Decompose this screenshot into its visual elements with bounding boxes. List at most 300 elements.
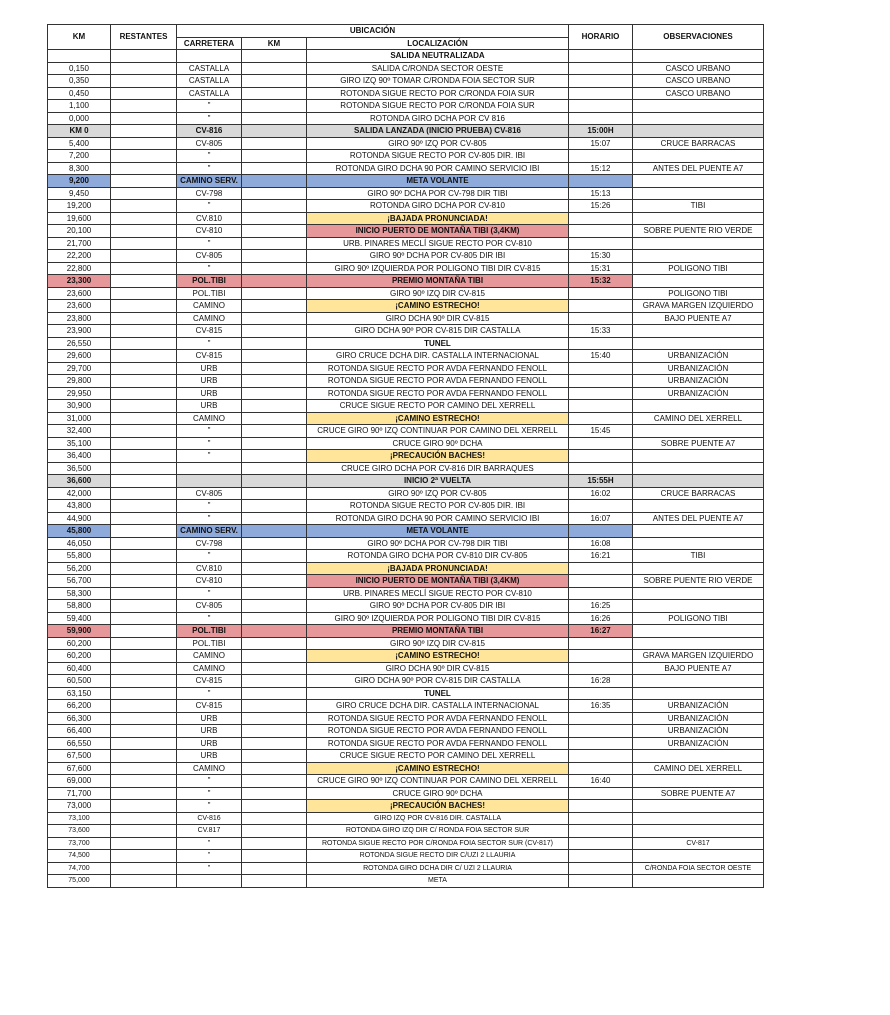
carretera-cell: CV-805 bbox=[177, 600, 242, 613]
horario-cell bbox=[569, 800, 633, 813]
carretera-cell: URB bbox=[177, 712, 242, 725]
horario-cell: 15:30 bbox=[569, 250, 633, 263]
km-sub-cell bbox=[242, 875, 307, 888]
observaciones-cell bbox=[633, 150, 764, 163]
carretera-cell: CV-815 bbox=[177, 350, 242, 363]
horario-cell bbox=[569, 375, 633, 388]
km-sub-cell bbox=[242, 587, 307, 600]
km-cell: 66,400 bbox=[48, 725, 111, 738]
horario-cell bbox=[569, 50, 633, 63]
km-cell: 66,550 bbox=[48, 737, 111, 750]
km-cell: 58,800 bbox=[48, 600, 111, 613]
localizacion-cell: META VOLANTE bbox=[307, 175, 569, 188]
observaciones-cell bbox=[633, 475, 764, 488]
horario-cell bbox=[569, 650, 633, 663]
localizacion-cell: ¡PRECAUCIÓN BACHES! bbox=[307, 450, 569, 463]
header-restantes: RESTANTES bbox=[111, 25, 177, 50]
table-row bbox=[48, 362, 764, 375]
km-cell: 63,150 bbox=[48, 687, 111, 700]
horario-cell bbox=[569, 850, 633, 863]
km-cell: 9,200 bbox=[48, 175, 111, 188]
restantes-cell bbox=[111, 637, 177, 650]
km-cell: 56,200 bbox=[48, 562, 111, 575]
horario-cell bbox=[569, 750, 633, 763]
restantes-cell bbox=[111, 525, 177, 538]
localizacion-cell: ROTONDA SIGUE RECTO POR C/RONDA FOIA SECTOR SUR (CV-817) bbox=[307, 837, 569, 850]
km-cell: 60,500 bbox=[48, 675, 111, 688]
horario-cell bbox=[569, 112, 633, 125]
localizacion-cell: SALIDA C/RONDA SECTOR OESTE bbox=[307, 62, 569, 75]
restantes-cell bbox=[111, 487, 177, 500]
km-cell: 22,200 bbox=[48, 250, 111, 263]
restantes-cell bbox=[111, 187, 177, 200]
localizacion-cell: META VOLANTE bbox=[307, 525, 569, 538]
localizacion-cell: ¡CAMINO ESTRECHO! bbox=[307, 300, 569, 313]
restantes-cell bbox=[111, 375, 177, 388]
table-row bbox=[48, 125, 764, 138]
km-cell: 60,200 bbox=[48, 637, 111, 650]
km-sub-cell bbox=[242, 475, 307, 488]
km-cell: 75,000 bbox=[48, 875, 111, 888]
carretera-cell: " bbox=[177, 550, 242, 563]
localizacion-cell: ROTONDA SIGUE RECTO POR CV-805 DIR. IBI bbox=[307, 150, 569, 163]
km-sub-cell bbox=[242, 487, 307, 500]
observaciones-cell: POLIGONO TIBI bbox=[633, 612, 764, 625]
table-row bbox=[48, 475, 764, 488]
table-row bbox=[48, 387, 764, 400]
carretera-cell: URB bbox=[177, 387, 242, 400]
carretera-cell: " bbox=[177, 100, 242, 113]
observaciones-cell: ANTES DEL PUENTE A7 bbox=[633, 162, 764, 175]
km-sub-cell bbox=[242, 425, 307, 438]
carretera-cell: POL.TIBI bbox=[177, 287, 242, 300]
horario-cell bbox=[569, 362, 633, 375]
restantes-cell bbox=[111, 462, 177, 475]
km-sub-cell bbox=[242, 812, 307, 825]
carretera-cell: POL.TIBI bbox=[177, 275, 242, 288]
observaciones-cell bbox=[633, 537, 764, 550]
km-cell: 43,800 bbox=[48, 500, 111, 513]
km-cell: 29,600 bbox=[48, 350, 111, 363]
restantes-cell bbox=[111, 225, 177, 238]
localizacion-cell: ROTONDA GIRO DCHA 90 POR CAMINO SERVICIO IBI bbox=[307, 162, 569, 175]
table-row bbox=[48, 875, 764, 888]
localizacion-cell: ¡PRECAUCIÓN BACHES! bbox=[307, 800, 569, 813]
horario-cell: 16:08 bbox=[569, 537, 633, 550]
km-cell: 0,150 bbox=[48, 62, 111, 75]
observaciones-cell bbox=[633, 687, 764, 700]
observaciones-cell bbox=[633, 750, 764, 763]
horario-cell: 16:02 bbox=[569, 487, 633, 500]
km-cell: 60,400 bbox=[48, 662, 111, 675]
table-row bbox=[48, 425, 764, 438]
km-sub-cell bbox=[242, 675, 307, 688]
table-row bbox=[48, 862, 764, 875]
header-observaciones: OBSERVACIONES bbox=[633, 25, 764, 50]
restantes-cell bbox=[111, 150, 177, 163]
localizacion-cell: CRUCE GIRO DCHA POR CV-816 DIR BARRAQUES bbox=[307, 462, 569, 475]
km-cell: KM 0 bbox=[48, 125, 111, 138]
horario-cell: 15:33 bbox=[569, 325, 633, 338]
localizacion-cell: GIRO 90º IZQ POR CV-805 bbox=[307, 487, 569, 500]
km-sub-cell bbox=[242, 575, 307, 588]
observaciones-cell bbox=[633, 850, 764, 863]
table-row bbox=[48, 150, 764, 163]
localizacion-cell: ROTONDA GIRO DCHA POR CV-810 DIR CV-805 bbox=[307, 550, 569, 563]
restantes-cell bbox=[111, 762, 177, 775]
km-cell: 19,200 bbox=[48, 200, 111, 213]
observaciones-cell: URBANIZACIÓN bbox=[633, 737, 764, 750]
carretera-cell: CV-798 bbox=[177, 537, 242, 550]
observaciones-cell bbox=[633, 425, 764, 438]
horario-cell bbox=[569, 100, 633, 113]
km-cell: 31,000 bbox=[48, 412, 111, 425]
restantes-cell bbox=[111, 812, 177, 825]
observaciones-cell bbox=[633, 400, 764, 413]
restantes-cell bbox=[111, 87, 177, 100]
table-row bbox=[48, 687, 764, 700]
horario-cell bbox=[569, 787, 633, 800]
horario-cell: 16:26 bbox=[569, 612, 633, 625]
km-cell: 19,600 bbox=[48, 212, 111, 225]
restantes-cell bbox=[111, 212, 177, 225]
table-row bbox=[48, 250, 764, 263]
observaciones-cell bbox=[633, 175, 764, 188]
localizacion-cell: PREMIO MONTAÑA TIBI bbox=[307, 275, 569, 288]
horario-cell: 15:26 bbox=[569, 200, 633, 213]
observaciones-cell: CRUCE BARRACAS bbox=[633, 137, 764, 150]
localizacion-cell: INICIO PUERTO DE MONTAÑA TIBI (3,4KM) bbox=[307, 225, 569, 238]
km-sub-cell bbox=[242, 687, 307, 700]
km-cell: 23,800 bbox=[48, 312, 111, 325]
observaciones-cell: SOBRE PUENTE RIO VERDE bbox=[633, 225, 764, 238]
km-sub-cell bbox=[242, 400, 307, 413]
restantes-cell bbox=[111, 337, 177, 350]
table-row bbox=[48, 737, 764, 750]
km-cell: 66,200 bbox=[48, 700, 111, 713]
km-cell: 36,500 bbox=[48, 462, 111, 475]
localizacion-cell: INICIO 2ª VUELTA bbox=[307, 475, 569, 488]
horario-cell bbox=[569, 812, 633, 825]
restantes-cell bbox=[111, 612, 177, 625]
restantes-cell bbox=[111, 275, 177, 288]
table-row bbox=[48, 562, 764, 575]
carretera-cell: " bbox=[177, 787, 242, 800]
km-sub-cell bbox=[242, 250, 307, 263]
localizacion-cell: ROTONDA SIGUE RECTO POR C/RONDA FOIA SUR bbox=[307, 87, 569, 100]
localizacion-cell: GIRO 90º IZQ POR CV-805 bbox=[307, 137, 569, 150]
restantes-cell bbox=[111, 625, 177, 638]
observaciones-cell bbox=[633, 462, 764, 475]
table-row bbox=[48, 200, 764, 213]
localizacion-cell: CRUCE GIRO 90º IZQ CONTINUAR POR CAMINO DEL XERRELL bbox=[307, 775, 569, 788]
restantes-cell bbox=[111, 700, 177, 713]
restantes-cell bbox=[111, 675, 177, 688]
table-row bbox=[48, 100, 764, 113]
table-row bbox=[48, 412, 764, 425]
table-row bbox=[48, 400, 764, 413]
table-row bbox=[48, 575, 764, 588]
carretera-cell: CV-805 bbox=[177, 487, 242, 500]
restantes-cell bbox=[111, 650, 177, 663]
observaciones-cell bbox=[633, 587, 764, 600]
observaciones-cell bbox=[633, 875, 764, 888]
restantes-cell bbox=[111, 250, 177, 263]
km-cell: 66,300 bbox=[48, 712, 111, 725]
carretera-cell: CAMINO bbox=[177, 762, 242, 775]
km-sub-cell bbox=[242, 712, 307, 725]
carretera-cell: CV-805 bbox=[177, 137, 242, 150]
table-row bbox=[48, 675, 764, 688]
observaciones-cell bbox=[633, 212, 764, 225]
km-sub-cell bbox=[242, 725, 307, 738]
localizacion-cell: CRUCE GIRO 90º DCHA bbox=[307, 787, 569, 800]
observaciones-cell: TIBI bbox=[633, 550, 764, 563]
localizacion-cell: TUNEL bbox=[307, 337, 569, 350]
km-sub-cell bbox=[242, 75, 307, 88]
observaciones-cell bbox=[633, 450, 764, 463]
restantes-cell bbox=[111, 875, 177, 888]
horario-cell: 16:21 bbox=[569, 550, 633, 563]
table-row bbox=[48, 762, 764, 775]
carretera-cell: " bbox=[177, 850, 242, 863]
table-row bbox=[48, 625, 764, 638]
localizacion-cell: ROTONDA SIGUE RECTO POR AVDA FERNANDO FENOLL bbox=[307, 737, 569, 750]
localizacion-cell: ROTONDA SIGUE RECTO POR AVDA FERNANDO FENOLL bbox=[307, 725, 569, 738]
km-cell: 23,600 bbox=[48, 300, 111, 313]
table-row bbox=[48, 662, 764, 675]
table-row bbox=[48, 237, 764, 250]
restantes-cell bbox=[111, 162, 177, 175]
localizacion-cell: ¡CAMINO ESTRECHO! bbox=[307, 412, 569, 425]
observaciones-cell: URBANIZACIÓN bbox=[633, 712, 764, 725]
restantes-cell bbox=[111, 300, 177, 313]
observaciones-cell: SOBRE PUENTE A7 bbox=[633, 437, 764, 450]
horario-cell bbox=[569, 237, 633, 250]
km-cell: 74,500 bbox=[48, 850, 111, 863]
carretera-cell: " bbox=[177, 425, 242, 438]
horario-cell: 16:28 bbox=[569, 675, 633, 688]
observaciones-cell: CASCO URBANO bbox=[633, 87, 764, 100]
carretera-cell: CAMINO bbox=[177, 312, 242, 325]
km-sub-cell bbox=[242, 100, 307, 113]
km-cell: 67,500 bbox=[48, 750, 111, 763]
header-localizacion: LOCALIZACIÓN bbox=[307, 37, 569, 50]
table-row bbox=[48, 600, 764, 613]
localizacion-cell: GIRO 90º DCHA POR CV-798 DIR TIBI bbox=[307, 537, 569, 550]
restantes-cell bbox=[111, 125, 177, 138]
table-row bbox=[48, 587, 764, 600]
km-sub-cell bbox=[242, 275, 307, 288]
table-row bbox=[48, 500, 764, 513]
km-cell: 71,700 bbox=[48, 787, 111, 800]
horario-cell bbox=[569, 462, 633, 475]
restantes-cell bbox=[111, 500, 177, 513]
km-sub-cell bbox=[242, 362, 307, 375]
km-sub-cell bbox=[242, 125, 307, 138]
restantes-cell bbox=[111, 362, 177, 375]
carretera-cell: " bbox=[177, 450, 242, 463]
observaciones-cell: CRUCE BARRACAS bbox=[633, 487, 764, 500]
localizacion-cell: TUNEL bbox=[307, 687, 569, 700]
table-row bbox=[48, 700, 764, 713]
carretera-cell bbox=[177, 475, 242, 488]
horario-cell bbox=[569, 637, 633, 650]
km-cell: 44,900 bbox=[48, 512, 111, 525]
carretera-cell: CV.810 bbox=[177, 212, 242, 225]
localizacion-cell: GIRO CRUCE DCHA DIR. CASTALLA INTERNACIONAL bbox=[307, 350, 569, 363]
restantes-cell bbox=[111, 825, 177, 838]
restantes-cell bbox=[111, 412, 177, 425]
carretera-cell: " bbox=[177, 687, 242, 700]
restantes-cell bbox=[111, 787, 177, 800]
horario-cell: 15:32 bbox=[569, 275, 633, 288]
km-cell: 60,200 bbox=[48, 650, 111, 663]
localizacion-cell: ROTONDA GIRO IZQ DIR C/ RONDA FOIA SECTOR SUR bbox=[307, 825, 569, 838]
table-row bbox=[48, 162, 764, 175]
km-sub-cell bbox=[242, 312, 307, 325]
km-cell: 29,800 bbox=[48, 375, 111, 388]
horario-cell bbox=[569, 412, 633, 425]
km-cell: 7,200 bbox=[48, 150, 111, 163]
observaciones-cell: C/RONDA FOIA SECTOR OESTE bbox=[633, 862, 764, 875]
restantes-cell bbox=[111, 325, 177, 338]
observaciones-cell: CAMINO DEL XERRELL bbox=[633, 762, 764, 775]
restantes-cell bbox=[111, 512, 177, 525]
horario-cell: 15:12 bbox=[569, 162, 633, 175]
km-cell: 22,800 bbox=[48, 262, 111, 275]
localizacion-cell: ROTONDA SIGUE RECTO DIR C/UZI 2 LLAURIA bbox=[307, 850, 569, 863]
horario-cell: 16:35 bbox=[569, 700, 633, 713]
table-row bbox=[48, 212, 764, 225]
localizacion-cell: SALIDA NEUTRALIZADA bbox=[307, 50, 569, 63]
horario-cell bbox=[569, 387, 633, 400]
header-horario: HORARIO bbox=[569, 25, 633, 50]
carretera-cell: " bbox=[177, 112, 242, 125]
horario-cell: 15:40 bbox=[569, 350, 633, 363]
horario-cell: 15:45 bbox=[569, 425, 633, 438]
km-sub-cell bbox=[242, 212, 307, 225]
localizacion-cell: URB. PINARES MECLÍ SIGUE RECTO POR CV-810 bbox=[307, 587, 569, 600]
observaciones-cell: POLIGONO TIBI bbox=[633, 262, 764, 275]
carretera-cell: POL.TIBI bbox=[177, 625, 242, 638]
horario-cell bbox=[569, 300, 633, 313]
horario-cell: 15:55H bbox=[569, 475, 633, 488]
route-table bbox=[47, 24, 764, 888]
table-row bbox=[48, 75, 764, 88]
observaciones-cell bbox=[633, 325, 764, 338]
localizacion-cell: URB. PINARES MECLÍ SIGUE RECTO POR CV-810 bbox=[307, 237, 569, 250]
table-row bbox=[48, 850, 764, 863]
km-sub-cell bbox=[242, 650, 307, 663]
carretera-cell: " bbox=[177, 237, 242, 250]
horario-cell bbox=[569, 725, 633, 738]
observaciones-cell bbox=[633, 100, 764, 113]
km-cell: 23,300 bbox=[48, 275, 111, 288]
km-sub-cell bbox=[242, 200, 307, 213]
observaciones-cell: SOBRE PUENTE A7 bbox=[633, 787, 764, 800]
observaciones-cell bbox=[633, 637, 764, 650]
observaciones-cell: POLIGONO TIBI bbox=[633, 287, 764, 300]
horario-cell bbox=[569, 212, 633, 225]
km-sub-cell bbox=[242, 450, 307, 463]
table-row bbox=[48, 262, 764, 275]
carretera-cell: CV-815 bbox=[177, 700, 242, 713]
restantes-cell bbox=[111, 75, 177, 88]
localizacion-cell: ROTONDA GIRO DCHA POR CV 816 bbox=[307, 112, 569, 125]
localizacion-cell: GIRO DCHA 90º POR CV-815 DIR CASTALLA bbox=[307, 675, 569, 688]
km-cell: 73,000 bbox=[48, 800, 111, 813]
restantes-cell bbox=[111, 862, 177, 875]
horario-cell bbox=[569, 525, 633, 538]
km-sub-cell bbox=[242, 437, 307, 450]
km-sub-cell bbox=[242, 162, 307, 175]
localizacion-cell: CRUCE SIGUE RECTO POR CAMINO DEL XERRELL bbox=[307, 400, 569, 413]
table-row bbox=[48, 812, 764, 825]
observaciones-cell: TIBI bbox=[633, 200, 764, 213]
km-sub-cell bbox=[242, 112, 307, 125]
km-sub-cell bbox=[242, 562, 307, 575]
km-cell: 58,300 bbox=[48, 587, 111, 600]
localizacion-cell: META bbox=[307, 875, 569, 888]
carretera-cell: POL.TIBI bbox=[177, 637, 242, 650]
table-row bbox=[48, 550, 764, 563]
horario-cell bbox=[569, 450, 633, 463]
carretera-cell: URB bbox=[177, 725, 242, 738]
km-cell: 59,900 bbox=[48, 625, 111, 638]
localizacion-cell: GIRO 90º IZQUIERDA POR POLIGONO TIBI DIR CV-815 bbox=[307, 262, 569, 275]
restantes-cell bbox=[111, 725, 177, 738]
km-cell: 0,000 bbox=[48, 112, 111, 125]
horario-cell: 15:07 bbox=[569, 137, 633, 150]
km-cell: 29,950 bbox=[48, 387, 111, 400]
carretera-cell: CAMINO SERV. bbox=[177, 525, 242, 538]
localizacion-cell: GIRO 90º DCHA POR CV-805 DIR IBI bbox=[307, 600, 569, 613]
observaciones-cell: BAJO PUENTE A7 bbox=[633, 312, 764, 325]
observaciones-cell bbox=[633, 775, 764, 788]
observaciones-cell: SOBRE PUENTE RIO VERDE bbox=[633, 575, 764, 588]
km-cell: 5,400 bbox=[48, 137, 111, 150]
table-row bbox=[48, 787, 764, 800]
km-sub-cell bbox=[242, 350, 307, 363]
table-row bbox=[48, 487, 764, 500]
localizacion-cell: GIRO 90º IZQUIERDA POR POLIGONO TIBI DIR CV-815 bbox=[307, 612, 569, 625]
km-cell: 36,600 bbox=[48, 475, 111, 488]
km-sub-cell bbox=[242, 850, 307, 863]
km-cell: 73,600 bbox=[48, 825, 111, 838]
horario-cell: 15:00H bbox=[569, 125, 633, 138]
km-sub-cell bbox=[242, 87, 307, 100]
carretera-cell: " bbox=[177, 262, 242, 275]
km-cell: 73,100 bbox=[48, 812, 111, 825]
km-cell: 32,400 bbox=[48, 425, 111, 438]
table-row bbox=[48, 50, 764, 63]
restantes-cell bbox=[111, 800, 177, 813]
km-sub-cell bbox=[242, 500, 307, 513]
observaciones-cell: CASCO URBANO bbox=[633, 62, 764, 75]
km-cell: 55,800 bbox=[48, 550, 111, 563]
carretera-cell: URB bbox=[177, 362, 242, 375]
table-row bbox=[48, 712, 764, 725]
localizacion-cell: GIRO 90º DCHA POR CV-805 DIR IBI bbox=[307, 250, 569, 263]
restantes-cell bbox=[111, 537, 177, 550]
carretera-cell: CV-798 bbox=[177, 187, 242, 200]
restantes-cell bbox=[111, 562, 177, 575]
km-sub-cell bbox=[242, 325, 307, 338]
localizacion-cell: GIRO 90º IZQ DIR CV-815 bbox=[307, 287, 569, 300]
localizacion-cell: ROTONDA GIRO DCHA DIR C/ UZI 2 LLAURIA bbox=[307, 862, 569, 875]
km-sub-cell bbox=[242, 287, 307, 300]
